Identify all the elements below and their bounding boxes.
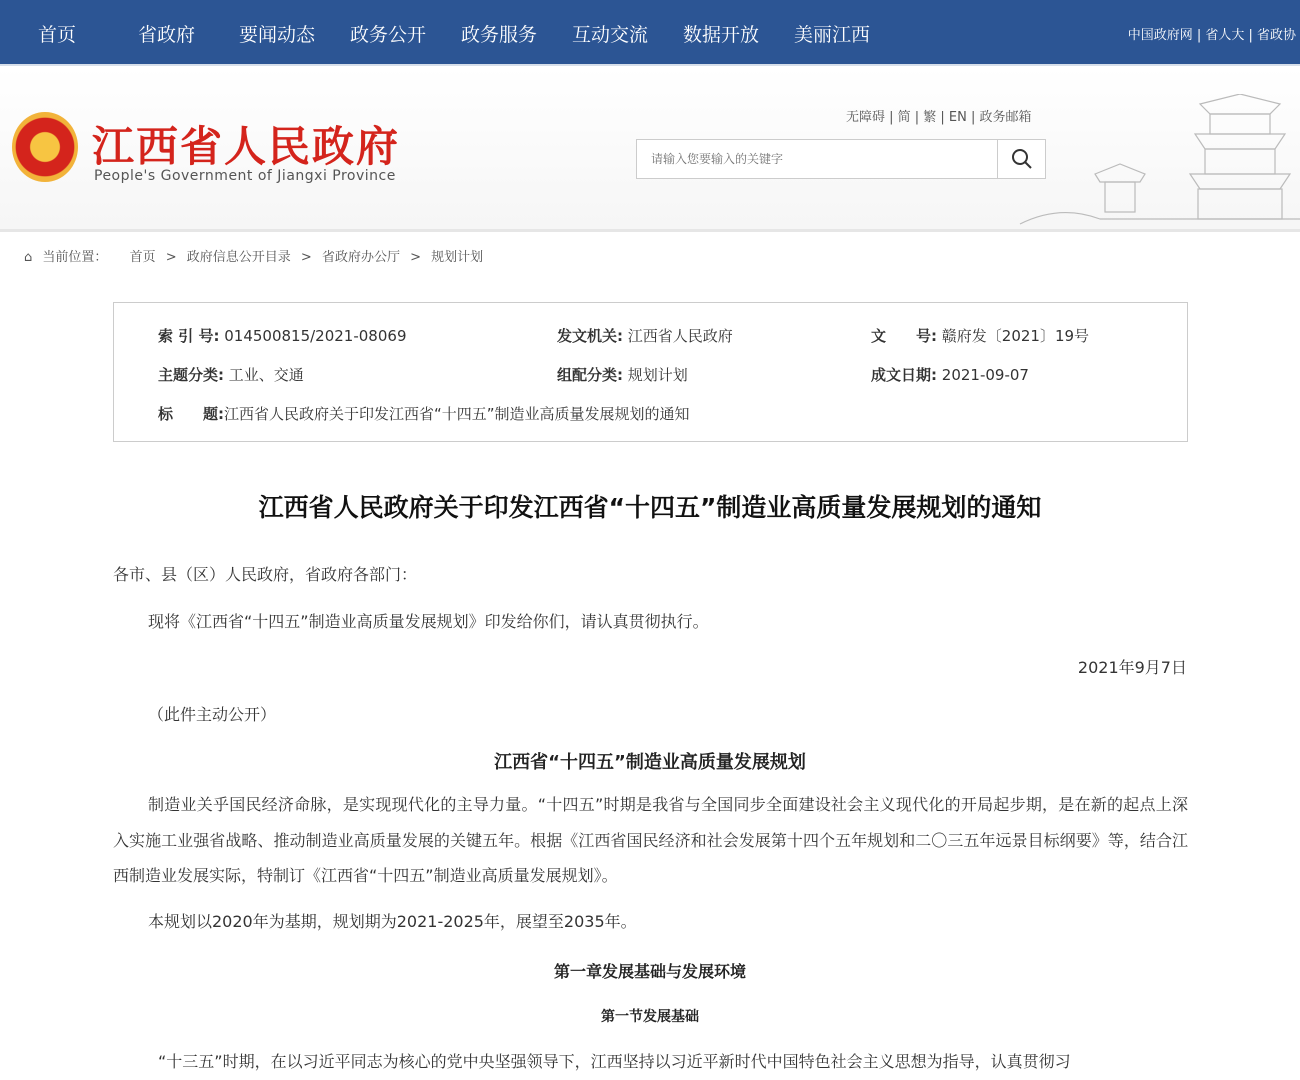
nav-province-gov[interactable]: 省政府: [138, 24, 196, 46]
paragraph: “十三五”时期，在以习近平同志为核心的党中央坚强领导下，江西坚持以习近平新时代中国特色社会主义思想为指导，认真贯彻习: [158, 1052, 1071, 1071]
search-input[interactable]: [637, 140, 997, 178]
nav-open-data[interactable]: 数据开放: [683, 24, 760, 46]
breadcrumb-info-catalog[interactable]: 政府信息公开目录: [186, 250, 291, 265]
topic-label: 主题分类:: [158, 366, 224, 384]
public-note: （此件主动公开）: [148, 705, 277, 724]
written-date: 2021-09-07: [941, 366, 1029, 384]
search-box: [636, 139, 1046, 179]
national-emblem-icon: [12, 112, 78, 182]
breadcrumb-home[interactable]: 首页: [129, 250, 156, 265]
nav-gov-affairs-open[interactable]: 政务公开: [350, 24, 427, 46]
breadcrumb-label: 当前位置：: [42, 250, 108, 265]
section-heading: 第一节发展基础: [601, 1009, 699, 1025]
breadcrumb-sep: >: [165, 250, 177, 265]
info-title: 江西省人民政府关于印发江西省“十四五”制造业高质量发展规划的通知: [224, 405, 690, 423]
paragraph: 制造业关乎国民经济命脉，是实现现代化的主导力量。“十四五”时期是我省与全国同步全面建设社会主义现代化的开局起步期，是在新的起点上深入实施工业强省战略、推动制造业高质量发展的关键五年。根据《江西省国民经济和社会发展第十四个五年规划和二〇三五年远景目标纲要》等，结合江西制造业发展实际，特制订《江西省“十四五”制造业高质量发展规划》。: [113, 795, 1188, 885]
nav-interaction[interactable]: 互动交流: [572, 24, 649, 46]
paragraph: 本规划以2020年为基期，规划期为2021-2025年，展望至2035年。: [148, 912, 637, 931]
pavilion-illustration: [1000, 94, 1300, 230]
external-links[interactable]: 中国政府网 | 省人大 | 省政协: [1127, 28, 1296, 43]
intro-paragraph: 现将《江西省“十四五”制造业高质量发展规划》印发给你们，请认真贯彻执行。: [148, 612, 709, 631]
topic: 工业、交通: [228, 366, 304, 384]
breadcrumb-sep: >: [300, 250, 312, 265]
nav-news[interactable]: 要闻动态: [239, 24, 316, 46]
title-label: 标 题:: [158, 405, 224, 423]
docno-label: 文 号:: [871, 327, 937, 345]
date-label: 成文日期:: [871, 366, 937, 384]
document-info-box: [113, 302, 1188, 442]
home-icon: ⌂: [24, 250, 33, 265]
nav-beautiful-jiangxi[interactable]: 美丽江西: [794, 24, 871, 46]
index-number: 014500815/2021-08069: [224, 327, 407, 345]
document-title: 江西省人民政府关于印发江西省“十四五”制造业高质量发展规划的通知: [258, 493, 1042, 522]
nav-gov-services[interactable]: 政务服务: [461, 24, 538, 46]
breadcrumb-planning[interactable]: 规划计划: [431, 250, 484, 265]
nav-home[interactable]: 首页: [38, 24, 77, 46]
category-label: 组配分类:: [557, 366, 623, 384]
issuer-label: 发文机关:: [557, 327, 623, 345]
breadcrumb: [24, 246, 489, 265]
chapter-heading: 第一章发展基础与发展环境: [553, 962, 746, 981]
breadcrumb-sep: >: [410, 250, 422, 265]
utility-links[interactable]: 无障碍 | 简 | 繁 | EN | 政务邮箱: [846, 110, 1032, 125]
document-number: 赣府发〔2021〕19号: [941, 327, 1090, 345]
site-logo-title[interactable]: 江西省人民政府: [92, 122, 401, 171]
breadcrumb-gov-office[interactable]: 省政府办公厅: [321, 250, 400, 265]
index-label: 索 引 号:: [158, 327, 220, 345]
top-nav: [0, 0, 1300, 66]
site-logo-subtitle: People's Government of Jiangxi Province: [94, 168, 396, 184]
category: 规划计划: [627, 366, 688, 384]
plan-title: 江西省“十四五”制造业高质量发展规划: [494, 752, 806, 773]
salutation: 各市、县（区）人民政府，省政府各部门：: [113, 565, 418, 584]
site-header: [0, 66, 1300, 232]
issuer: 江西省人民政府: [627, 327, 733, 345]
issue-date: 2021年9月7日: [1077, 658, 1187, 677]
